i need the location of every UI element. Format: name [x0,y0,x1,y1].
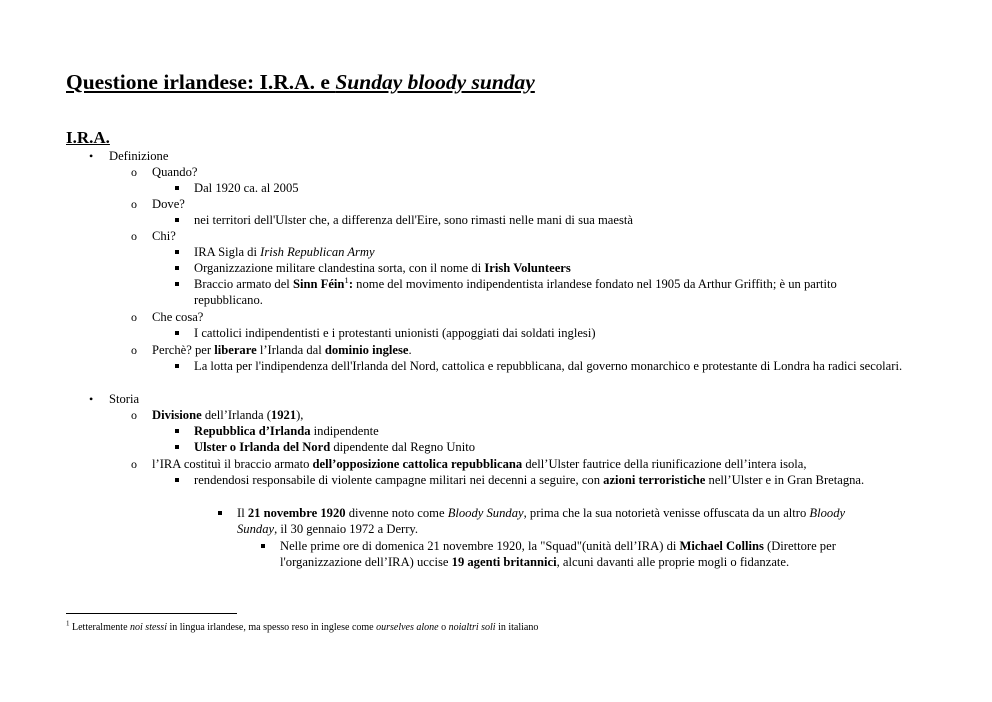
list-item-checosa: Che cosa? [152,310,204,324]
bullet-circle: o [131,165,137,179]
list-item-quando: Quando? [152,165,198,179]
bullet-dot: • [89,149,94,163]
list-item-chi: Chi? [152,229,176,243]
list-item-21-novembre: Il 21 novembre 1920 divenne noto come Bloody Sunday, prima che la sua notorietà venisse offuscata da un altro Bloody Sunday, il 30 gennaio 1972 a Derry. [237,506,846,536]
list-item-dove-answer: nei territori dell'Ulster che, a differenza dell'Eire, sono rimasti nelle mani di sua maestà [194,213,633,227]
list-item-definizione: Definizione [109,149,169,163]
bullet-circle: o [131,310,137,324]
bullet-square [175,186,179,190]
bullet-dot: • [89,392,94,406]
footnote: $^1$ Letteralmente noi stessi in lingua irlandese, ma spesso reso in inglese come ourselves alone o noialtri soli in italiano [66,619,539,633]
list-item-repubblica: Repubblica d’Irlanda indipendente [194,424,379,438]
list-item-rendendosi: rendendosi responsabile di violente campagne militari nei decenni a seguire, con azioni terroristiche nell’Ulster e in Gran Bretagna. [194,473,865,487]
list-item-dove: Dove? [152,197,185,211]
section-heading-ira: I.R.A. [66,128,110,147]
bullet-square [175,266,179,270]
bullet-circle: o [131,197,137,211]
list-item-perche-answer: La lotta per l'indipendenza dell'Irlanda del Nord, cattolica e repubblicana, dal governo monarchico e protestante di Londra ha radici secolari. [194,359,903,373]
bullet-circle: o [131,343,137,357]
list-item-perche: Perchè? per liberare l’Irlanda dal dominio inglese. [152,343,412,357]
list-item-divisione: Divisione dell’Irlanda (1921), [152,408,304,422]
bullet-square [175,478,179,482]
list-item-quando-answer: Dal 1920 ca. al 2005 [194,181,299,195]
list-item-ira-braccio: l’IRA costituì il braccio armato dell’opposizione cattolica repubblicana dell’Ulster fautrice della riunificazione dell’intera isola, [152,457,807,471]
bullet-square [261,544,265,548]
list-item-ulster: Ulster o Irlanda del Nord dipendente dal Regno Unito [194,440,476,454]
bullet-circle: o [131,229,137,243]
list-item-prime-ore: Nelle prime ore di domenica 21 novembre 1920, la "Squad"(unità dell’IRA) di Michael Collins (Direttore per l'organizzazione dell’IRA) uccise 19 agenti britannici, alcuni davanti alle proprie mogli o fidanzate. [280,539,836,569]
bullet-square [175,331,179,335]
list-item-chi-sigla: IRA Sigla di Irish Republican Army [194,245,375,259]
bullet-square [175,218,179,222]
list-item-storia: Storia [109,392,140,406]
footnote-separator [66,613,237,614]
footnote-ref[interactable]: 1 [344,274,349,285]
list-item-checosa-answer: I cattolici indipendentisti e i protestanti unionisti (appoggiati dai soldati inglesi) [194,326,596,340]
bullet-square [218,511,222,515]
list-item-chi-organizzazione: Organizzazione militare clandestina sorta, con il nome di Irish Volunteers [194,261,571,275]
bullet-circle: o [131,457,137,471]
bullet-circle: o [131,408,137,422]
bullet-square [175,364,179,368]
bullet-square [175,429,179,433]
bullet-square [175,282,179,286]
page-title: Questione irlandese: I.R.A. e Sunday bloody sunday [66,70,535,94]
list-item-chi-braccio: Braccio armato del Sinn Féin$^1$: nome del movimento indipendentista irlandese fondato nel 1905 da Arthur Griffith; è un partito repubblicano. [194,274,837,307]
bullet-square [175,250,179,254]
bullet-square [175,445,179,449]
